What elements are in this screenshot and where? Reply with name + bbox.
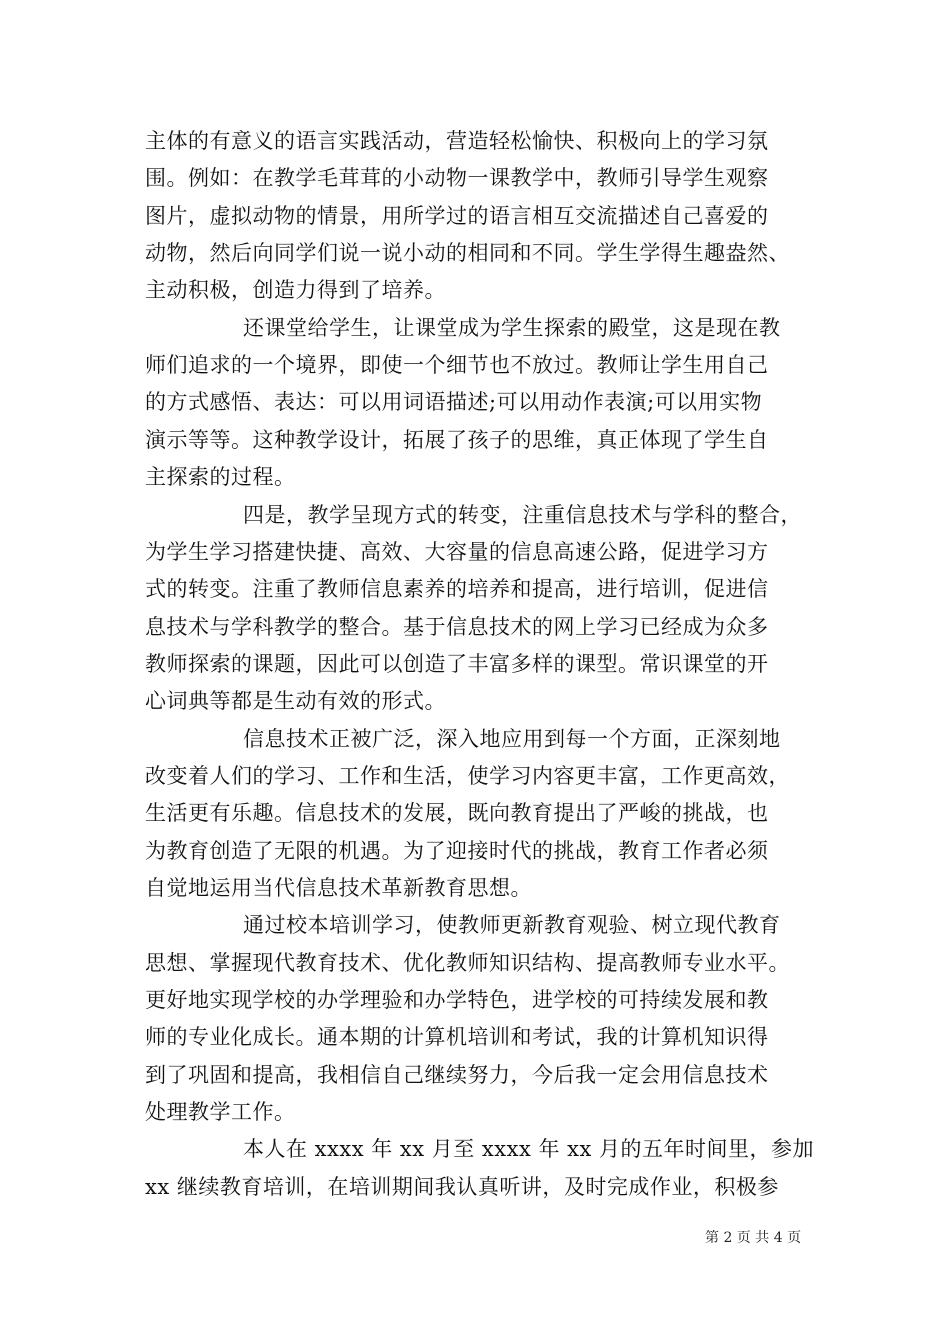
text-line: 演示等等。这种教学设计，拓展了孩子的思维，真正体现了学生自 — [145, 428, 769, 452]
text-line: xx 继续教育培训，在培训期间我认真听讲，及时完成作业，积极参 — [145, 1175, 779, 1199]
text-line: 还课堂给学生，让课堂成为学生探索的殿堂，这是现在教 — [243, 316, 781, 340]
text-line: 围。例如：在教学毛茸茸的小动物一课教学中，教师引导学生观察 — [145, 166, 769, 190]
page-footer: 第 2 页 共 4 页 — [705, 1230, 802, 1246]
text-line: 改变着人们的学习、工作和生活，使学习内容更丰富，工作更高效， — [145, 764, 790, 788]
text-line: 通过校本培训学习，使教师更新教育观验、树立现代教育 — [243, 913, 781, 937]
text-line: 到了巩固和提高，我相信自己继续努力，今后我一定会用信息技术 — [145, 1063, 769, 1087]
text-line: 自觉地运用当代信息技术革新教育思想。 — [145, 876, 532, 900]
text-line: 息技术与学科教学的整合。基于信息技术的网上学习已经成为众多 — [145, 615, 769, 639]
text-line: 处理教学工作。 — [145, 1100, 296, 1124]
text-line: 为学生学习搭建快捷、高效、大容量的信息高速公路，促进学习方 — [145, 540, 769, 564]
text-line: 主动积极，创造力得到了培养。 — [145, 278, 446, 302]
text-line: 师们追求的一个境界，即使一个细节也不放过。教师让学生用自己 — [145, 353, 769, 377]
text-line: 主体的有意义的语言实践活动，营造轻松愉快、积极向上的学习氛 — [145, 129, 769, 153]
text-line: 四是，教学呈现方式的转变，注重信息技术与学科的整合， — [243, 503, 802, 527]
text-line: 式的转变。注重了教师信息素养的培养和提高，进行培训，促进信 — [145, 577, 769, 601]
text-line: 心词典等都是生动有效的形式。 — [145, 689, 446, 713]
text-line: 更好地实现学校的办学理验和办学特色，进学校的可持续发展和教 — [145, 988, 769, 1012]
text-line: 动物，然后向同学们说一说小动的相同和不同。学生学得生趣盎然、 — [145, 241, 790, 265]
text-line: 为教育创造了无限的机遇。为了迎接时代的挑战，教育工作者必须 — [145, 839, 769, 863]
text-line: 思想、掌握现代教育技术、优化教师知识结构、提高教师专业水平。 — [145, 951, 790, 975]
text-line: 的方式感悟、表达：可以用词语描述;可以用动作表演;可以用实物 — [145, 390, 763, 414]
text-line: 生活更有乐趣。信息技术的发展，既向教育提出了严峻的挑战，也 — [145, 801, 769, 825]
text-line: 信息技术正被广泛，深入地应用到每一个方面，正深刻地 — [243, 727, 781, 751]
text-line: 主探索的过程。 — [145, 465, 296, 489]
text-line: 教师探索的课题，因此可以创造了丰富多样的课型。常识课堂的开 — [145, 652, 769, 676]
text-line: 师的专业化成长。通本期的计算机培训和考试，我的计算机知识得 — [145, 1025, 769, 1049]
text-line: 图片，虚拟动物的情景，用所学过的语言相互交流描述自己喜爱的 — [145, 204, 769, 228]
text-line: 本人在 xxxx 年 xx 月至 xxxx 年 xx 月的五年时间里，参加 — [243, 1137, 815, 1161]
